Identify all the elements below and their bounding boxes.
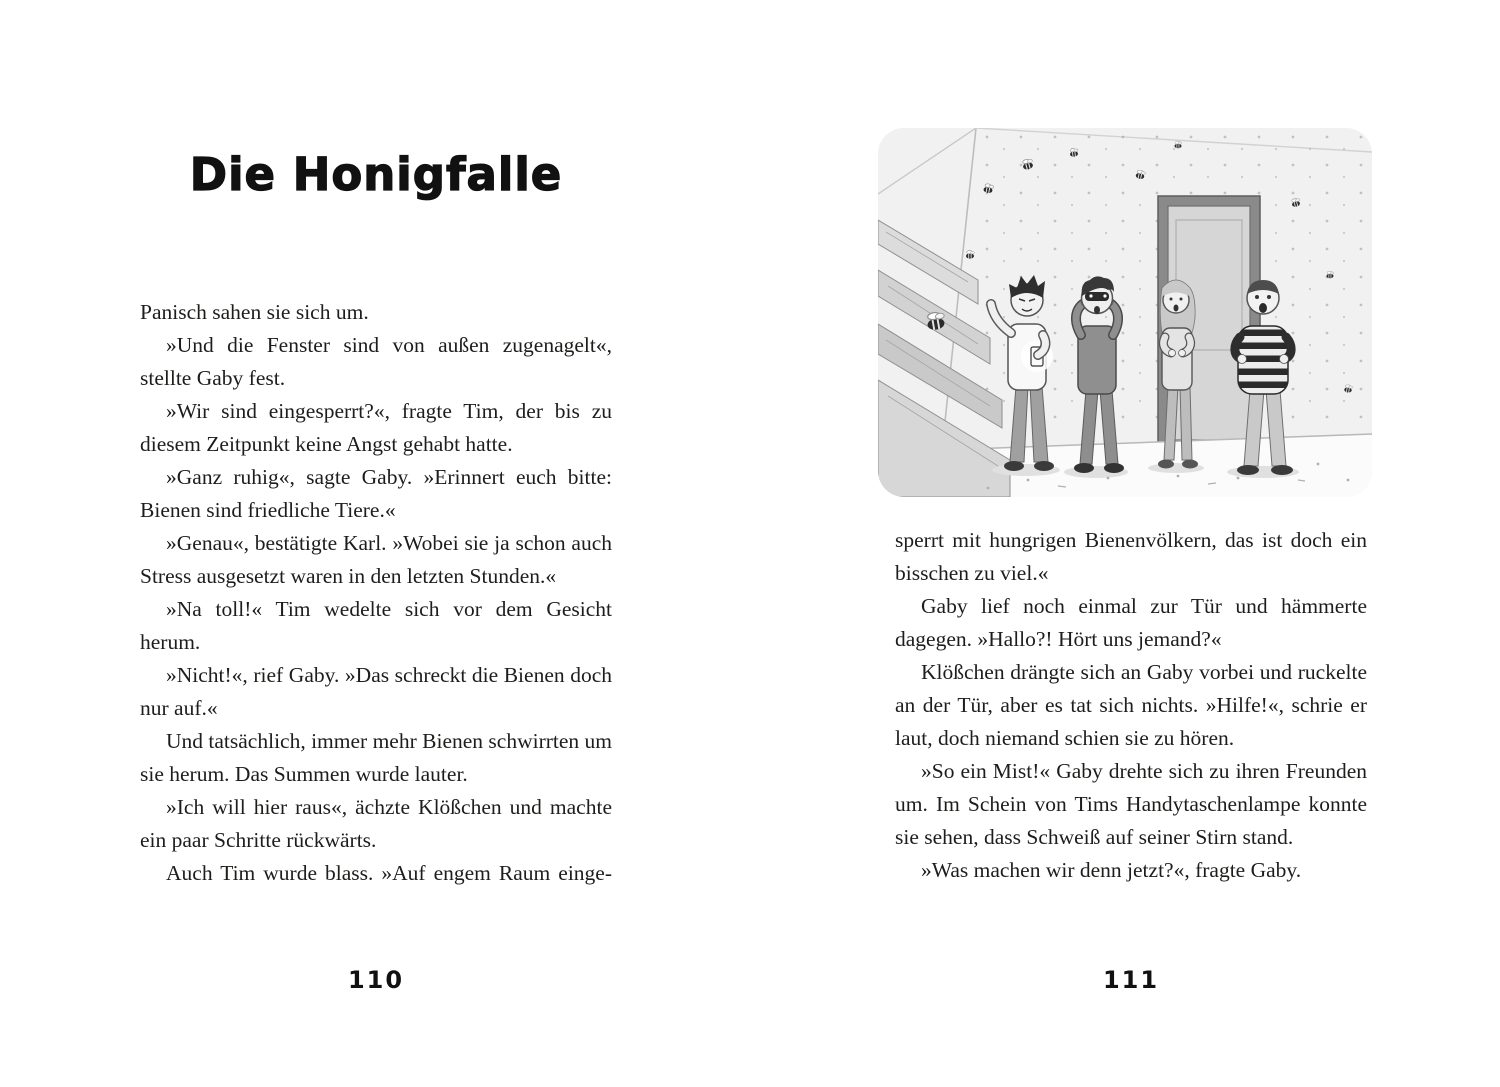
paragraph: »Ich will hier raus«, ächzte Klößchen und machte ein paar Schritte rückwärts. xyxy=(140,795,612,852)
paragraph: Panisch sahen sie sich um. xyxy=(140,300,369,324)
paragraph: »Genau«, bestätigte Karl. »Wobei sie ja schon auch Stress ausgesetzt waren in den letzten Stunden.« xyxy=(140,531,612,588)
right-page-number: 111 xyxy=(1102,966,1160,994)
left-page-text xyxy=(140,296,612,890)
chapter-illustration-graphic xyxy=(878,128,1372,497)
paragraph: »Ganz ruhig«, sagte Gaby. »Erinnert euch bitte: Bienen sind friedliche Tiere.« xyxy=(140,465,612,522)
paragraph: sperrt mit hungrigen Bienenvölkern, das ist doch ein bisschen zu viel.« xyxy=(895,528,1367,585)
right-page-text xyxy=(895,524,1367,887)
paragraph: »Na toll!« Tim wedelte sich vor dem Gesicht herum. xyxy=(140,597,612,654)
chapter-illustration xyxy=(878,128,1372,497)
paragraph: »Wir sind eingesperrt?«, fragte Tim, der bis zu diesem Zeitpunkt keine Angst gehabt hatte. xyxy=(140,399,612,456)
paragraph: Und tatsächlich, immer mehr Bienen schwirrten um sie herum. Das Summen wurde lauter. xyxy=(140,729,612,786)
paragraph: »Und die Fenster sind von außen zugenagelt«, stellte Gaby fest. xyxy=(140,333,612,390)
paragraph: Gaby lief noch einmal zur Tür und hämmerte dagegen. »Hallo?! Hört uns jemand?« xyxy=(895,594,1367,651)
paragraph: Klößchen drängte sich an Gaby vorbei und ruckelte an der Tür, aber es tat sich nichts. »Hilfe!«, schrie er laut, doch niemand schien sie zu hören. xyxy=(895,660,1367,750)
chapter-title: Die Honigfalle xyxy=(189,148,563,201)
left-page-number: 110 xyxy=(347,966,405,994)
paragraph: »So ein Mist!« Gaby drehte sich zu ihren Freunden um. Im Schein von Tims Handytaschenlampe konnte sie sehen, dass Schweiß auf seiner Stirn stand. xyxy=(895,759,1367,849)
paragraph: »Was machen wir denn jetzt?«, fragte Gaby. xyxy=(921,858,1302,882)
paragraph: Auch Tim wurde blass. »Auf engem Raum einge- xyxy=(166,861,612,885)
paragraph: »Nicht!«, rief Gaby. »Das schreckt die Bienen doch nur auf.« xyxy=(140,663,612,720)
